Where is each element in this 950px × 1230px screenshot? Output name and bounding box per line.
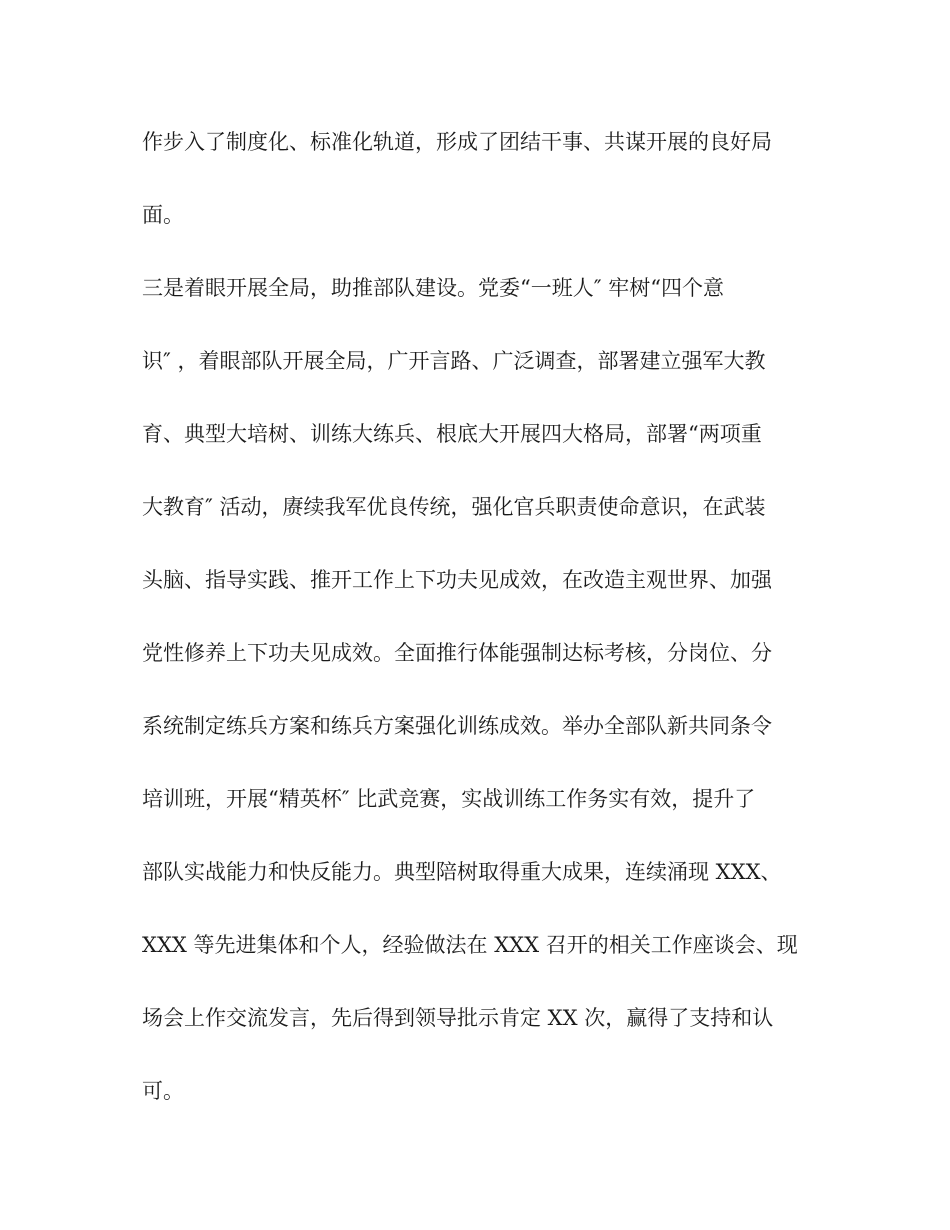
text-line: 部队实战能力和快反能力。典型陪树取得重大成果，连续涌现 XXX、 xyxy=(142,860,782,884)
text-line: 场会上作交流发言，先后得到领导批示肯定 XX 次，赢得了支持和认 xyxy=(142,1006,774,1030)
text-line: 培训班，开展“精英杯″ 比武竞赛，实战训练工作务实有效，提升了 xyxy=(142,787,756,811)
text-line: XXX 等先进集体和个人，经验做法在 XXX 召开的相关工作座谈会、现 xyxy=(142,933,798,957)
text-line: 头脑、指导实践、推开工作上下功夫见成效，在改造主观世界、加强 xyxy=(142,568,772,592)
text-line: 识″ ，着眼部队开展全局，广开言路、广泛调查，部署建立强军大教 xyxy=(142,349,766,373)
text-line: 系统制定练兵方案和练兵方案强化训练成效。举办全部队新共同条令 xyxy=(142,714,772,738)
text-line: 可。 xyxy=(142,1079,184,1103)
text-line: 面。 xyxy=(142,203,184,227)
text-line: 三是着眼开展全局，助推部队建设。党委“一班人″ 牢树“四个意 xyxy=(142,276,724,300)
text-line: 育、典型大培树、训练大练兵、根底大开展四大格局，部署“两项重 xyxy=(142,422,762,446)
text-line: 大教育″ 活动，赓续我军优良传统，强化官兵职责使命意识，在武装 xyxy=(142,495,766,519)
text-line: 党性修养上下功夫见成效。全面推行体能强制达标考核，分岗位、分 xyxy=(142,641,772,665)
text-line: 作步入了制度化、标准化轨道，形成了团结干事、共谋开展的良好局 xyxy=(142,130,772,154)
